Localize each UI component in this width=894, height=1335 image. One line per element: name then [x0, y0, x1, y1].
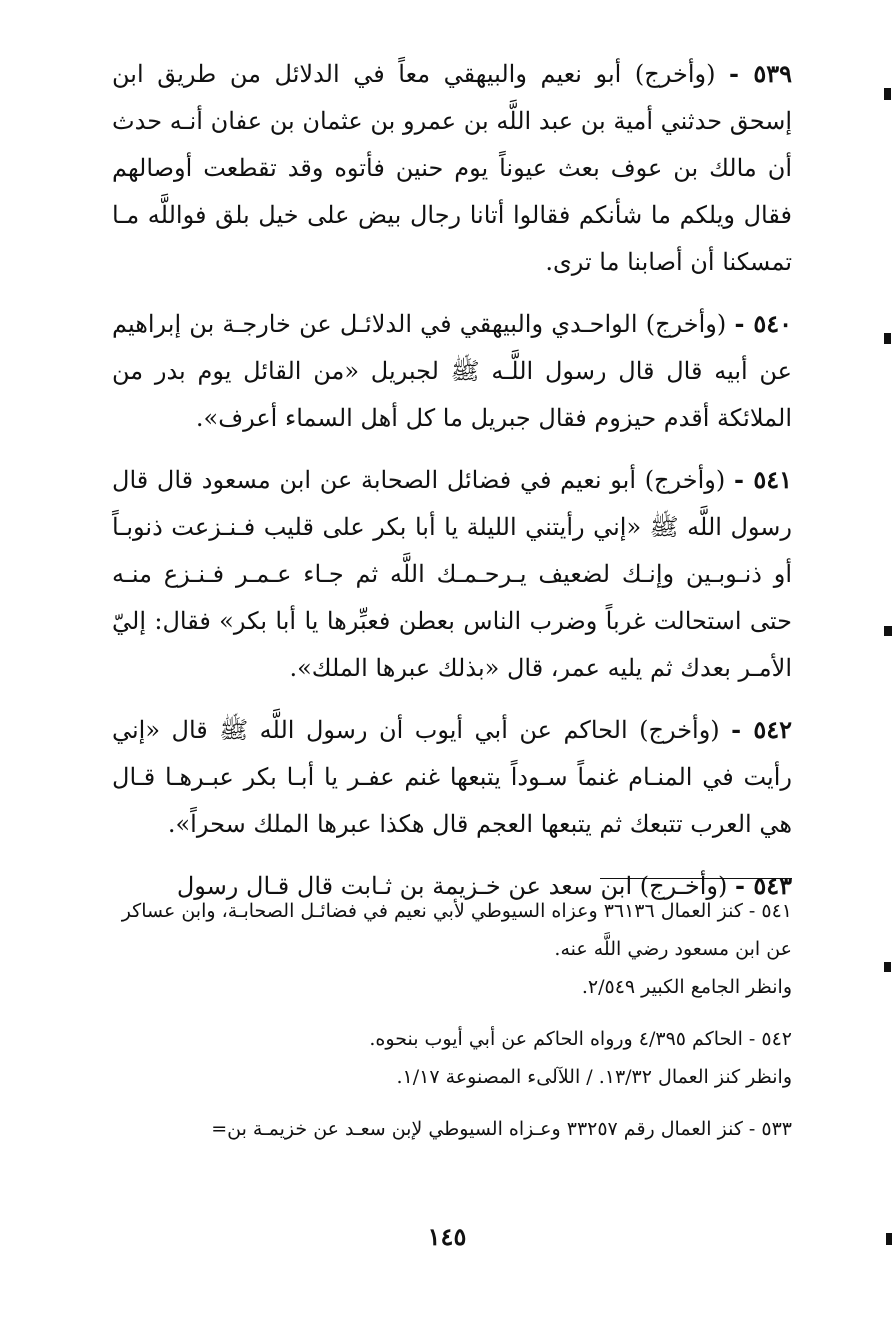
- main-text: [112, 50, 792, 924]
- footnote-541-line-2: وانظر الجامع الكبير ٢/٥٤٩.: [581, 976, 792, 998]
- hadith-number: ٥٤٢ -: [731, 715, 792, 744]
- hadith-542: [112, 706, 792, 848]
- hadith-number: ٥٤٠ -: [734, 309, 792, 338]
- hadith-541: [112, 456, 792, 692]
- hadith-text: (وأخرج) أبو نعيم والبيهقي معاً في الدلائل من طريق ابن إسحق حدثني أمية بن عبد اللَّه بن عمرو بن عثمان بن عفان أنـه حدث أن مالك بن عوف بعث عيوناً يوم حنين فأتوه وقد تقطعت أوصالهم فقال ويلكم ما شأنكم فقالوا أتانا رجال بيض على خيل بلق فواللَّه مـا تمسكنا أن أصابنا ما ترى.: [112, 60, 792, 276]
- margin-mark: [884, 962, 891, 972]
- margin-mark: [884, 626, 892, 636]
- margin-mark: [884, 88, 891, 100]
- footnote-542-line-2: وانظر كنز العمال ١٣/٣٢. / اللآلىء المصنوعة ١/١٧.: [396, 1066, 792, 1088]
- footnotes: [90, 892, 792, 1148]
- margin-mark: [886, 1233, 892, 1245]
- margin-mark: [884, 333, 891, 344]
- hadith-text: (وأخرج) الحاكم عن أبي أيوب أن رسول اللَّه ﷺ قال «إني رأيت في المنـام غنماً سـوداً يتبعها غنم عفـر يا أبـا بكر عبـرهـا قـال هي العرب تتبعك ثم يتبعها العجم قال هكذا عبرها الملك سحراً».: [112, 716, 792, 838]
- hadith-text: (وأخرج) أبو نعيم في فضائل الصحابة عن ابن مسعود قال قال رسول اللَّه ﷺ «إني رأيتني الليلة يا أبا بكر على قليب فـنـزعت ذنوبـاً أو ذنـوبـين وإنـك لضعيف يـرحـمـك اللَّه ثم جـاء عـمـر فـنـزع منـه حتى استحالت غرباً وضرب الناس بعطن فعبِّرها يا أبا بكر» فقال: إليّ الأمـر بعدك ثم يليه عمر، قال «بذلك عبرها الملك».: [112, 466, 792, 682]
- footnote-541-line-1: ٥٤١ - كنز العمال ٣٦١٣٦ وعزاه السيوطي لأبي نعيم في فضائـل الصحابـة، وابن عساكر عن ابن مسعود رضي اللَّه عنه.: [121, 900, 792, 960]
- hadith-text: (وأخـرج) ابن سعد عن خـزيمة بن ثـابت قال قـال رسول: [176, 872, 728, 900]
- hadith-number: ٥٤١ -: [733, 465, 792, 494]
- hadith-text: (وأخرج) الواحـدي والبيهقي في الدلائـل عن خارجـة بن إبراهيم عن أبيه قال قال رسول اللَّـه ﷺ لجبريل «من القائل يوم بدر من الملائكة أقدم حيزوم فقال جبريل ما كل أهل السماء أعرف».: [112, 310, 792, 432]
- hadith-number: ٥٣٩ -: [729, 59, 792, 88]
- footnote-533-line-1: ٥٣٣ - كنز العمال رقم ٣٣٢٥٧ وعـزاه السيوطي لإبن سعـد عن خزيمـة بن=: [211, 1118, 792, 1140]
- page-number: ١٤٥: [427, 1222, 467, 1251]
- footnote-542-line-1: ٥٤٢ - الحاكم ٤/٣٩٥ ورواه الحاكم عن أبي أيوب بنحوه.: [369, 1028, 792, 1050]
- hadith-540: [112, 300, 792, 442]
- hadith-539: [112, 50, 792, 286]
- footnote-separator: [600, 878, 792, 879]
- hadith-number: ٥٤٣ -: [735, 871, 792, 900]
